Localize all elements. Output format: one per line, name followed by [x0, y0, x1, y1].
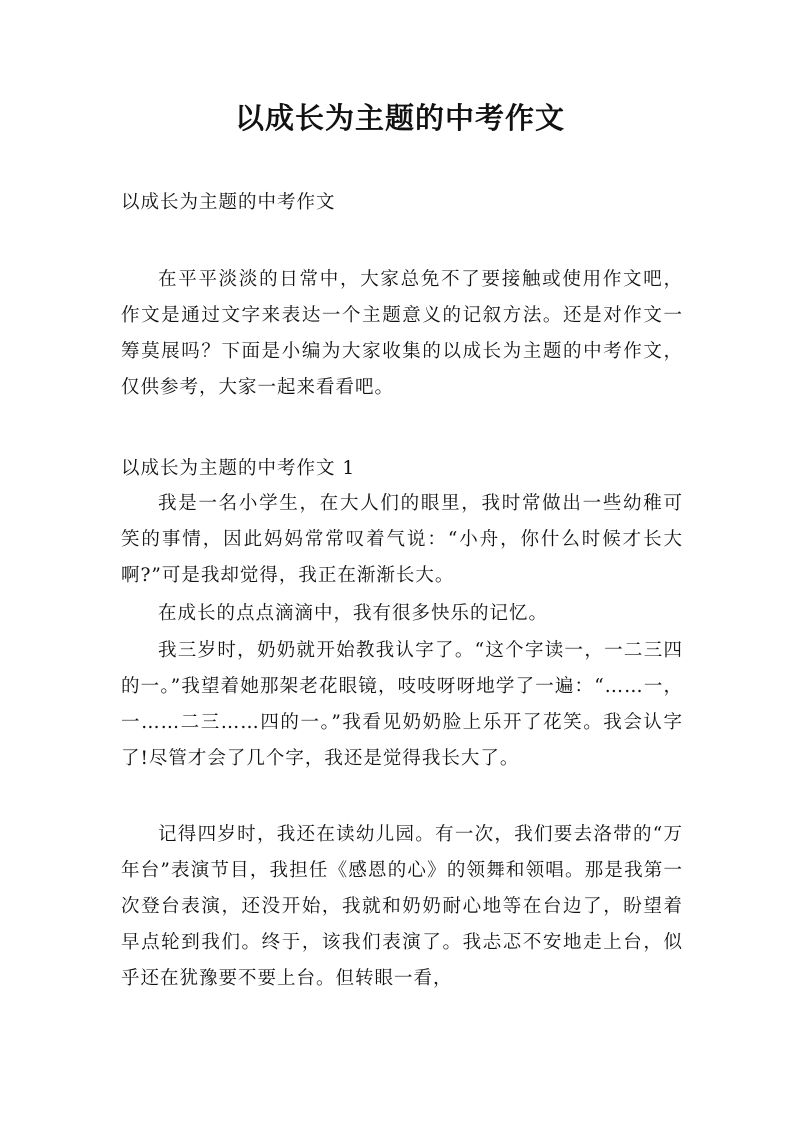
document-subtitle: 以成长为主题的中考作文 [121, 192, 336, 213]
body-paragraph: 我是一名小学生，在大人们的眼里，我时常做出一些幼稚可笑的事情，因此妈妈常常叹着气说：“小舟，你什么时候才长大啊?”可是我却觉得，我正在渐渐长大。 [121, 493, 683, 586]
section-heading: 以成长为主题的中考作文 1 [121, 458, 356, 479]
body-paragraph: 记得四岁时，我还在读幼儿园。有一次，我们要去洛带的“万年台”表演节目，我担任《感恩的心》的领舞和领唱。那是我第一次登台表演，还没开始，我就和奶奶耐心地等在台边了，盼望着早点轮到我们。终于，该我们表演了。我忐忑不安地走上台，似乎还在犹豫要不要上台。但转眼一看， [121, 824, 683, 989]
document-title: 以成长为主题的中考作文 [234, 101, 565, 135]
body-paragraph: 在成长的点点滴滴中，我有很多快乐的记忆。 [158, 603, 549, 624]
body-paragraph: 我三岁时，奶奶就开始教我认字了。“这个字读一，一二三四的一。”我望着她那架老花眼镜，吱吱呀呀地学了一遍：“……一，一……二三……四的一。”我看见奶奶脸上乐开了花笑。我会认字了!尽管才会了几个字，我还是觉得我长大了。 [121, 640, 683, 769]
intro-paragraph: 在平平淡淡的日常中，大家总免不了要接触或使用作文吧，作文是通过文字来表达一个主题意义的记叙方法。还是对作文一筹莫展吗？下面是小编为大家收集的以成长为主题的中考作文，仅供参考，大家一起来看看吧。 [121, 269, 683, 398]
